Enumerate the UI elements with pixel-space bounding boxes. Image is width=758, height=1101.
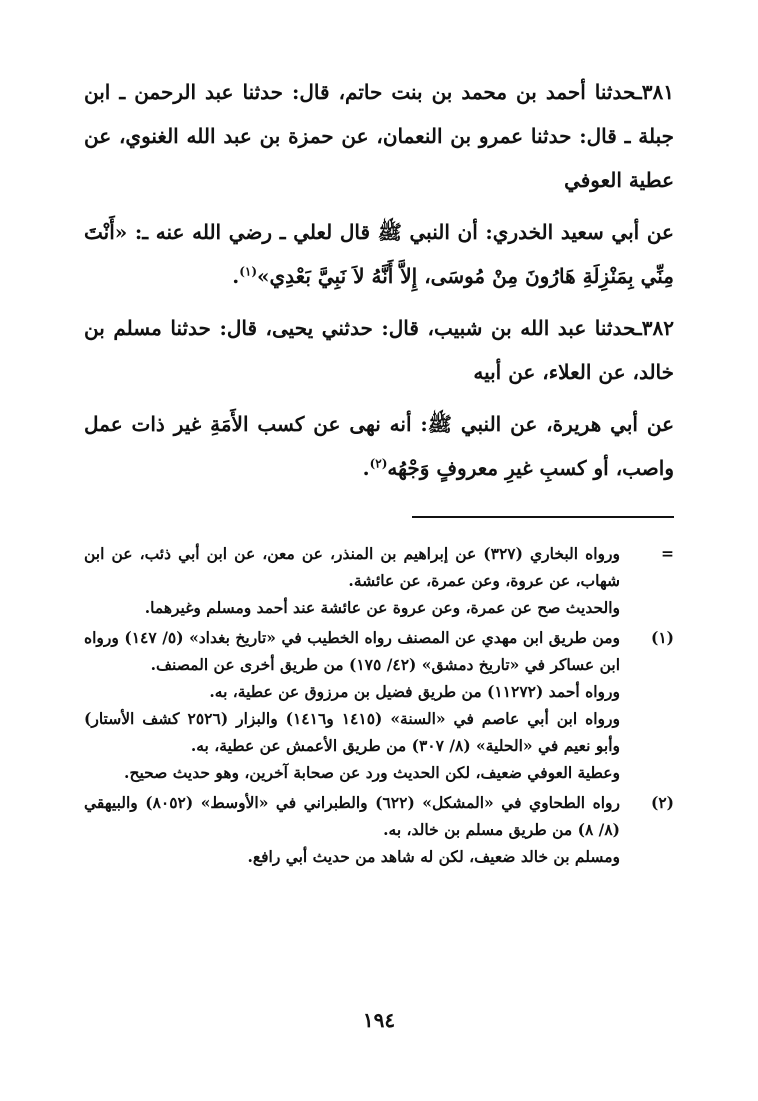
hadith-382-matn	[84, 402, 674, 490]
footnote-line: رواه الطحاوي في «المشكل» (٦٢٢) والطبراني في «الأوسط» (٨٠٥٢) والبيهقي (٨/ ٨) من طريق مسلم بن خالد، به.	[84, 793, 620, 839]
hadith-number: ٣٨٢ـ	[635, 316, 675, 340]
footnote-separator	[412, 516, 674, 518]
hadith-381-matn	[84, 210, 674, 298]
footnote-2	[84, 789, 674, 870]
footnote-line: والحديث صح عن عمرة، وعن عروة عن عائشة عند أحمد ومسلم وغيرهما.	[144, 598, 620, 617]
footnote-line: ومسلم بن خالد ضعيف، لكن له شاهد من حديث أبي رافع.	[247, 847, 620, 866]
matn-intro: عن أبي سعيد الخدري: أن النبي ﷺ قال لعلي ـ رضي الله عنه ـ:	[127, 220, 674, 244]
footnote-marker: (٢)	[650, 793, 674, 812]
footnote-ref: (١)	[239, 264, 258, 279]
footnote-marker: =	[661, 544, 674, 563]
footnote-line: ومن طريق ابن مهدي عن المصنف رواه الخطيب في «تاريخ بغداد» (٥/ ١٤٧) ورواه ابن عساكر في «تاريخ دمشق» (٤٢/ ١٧٥) من طريق أخرى عن المصنف.	[84, 628, 620, 674]
hadith-382-isnad	[84, 306, 674, 394]
matn-quote: أنه نهى عن كسب الأَمَةِ غير ذات عمل واصب، أو كسبِ غيرِ معروفٍ وَجْهُه	[84, 412, 674, 480]
footnotes	[84, 540, 674, 873]
footnote-ref: (٢)	[369, 456, 388, 471]
hadith-number: ٣٨١ـ	[635, 80, 674, 104]
footnote-line: ورواه البخاري (٣٢٧) عن إبراهيم بن المنذر، عن معن، عن ابن أبي ذئب، عن ابن شهاب، عن عروة، وعن عمرة، عن عائشة.	[84, 544, 621, 590]
page-number: ١٩٤	[362, 1008, 396, 1032]
matn-quote: «أَنْتَ مِنِّي بِمَنْزِلَةِ هَارُونَ مِنْ مُوسَى، إِلاَّ أَنَّهُ لاَ نَبِيَّ بَعْدِي»	[84, 220, 674, 288]
footnote-1	[84, 624, 674, 786]
footnote-marker: (١)	[650, 628, 674, 647]
isnad-text: حدثنا أحمد بن محمد بن بنت حاتم، قال: حدثنا عبد الرحمن ـ ابن جبلة ـ قال: حدثنا عمرو بن النعمان، عن حمزة بن عبد الله الغنوي، عن عطية العوفي	[84, 80, 674, 192]
main-text	[84, 70, 674, 498]
footnote-line: وعطية العوفي ضعيف، لكن الحديث ورد عن صحابة آخرين، وهو حديث صحيح.	[124, 763, 620, 782]
footnote-line: ورواه ابن أبي عاصم في «السنة» (١٤١٥ و١٤١٦) والبزار (٢٥٢٦ كشف الأستار) وأبو نعيم في «الحلية» (٨/ ٣٠٧) من طريق الأعمش عن عطية، به.	[84, 709, 620, 755]
isnad-text: حدثنا عبد الله بن شبيب، قال: حدثني يحيى، قال: حدثنا مسلم بن خالد، عن العلاء، عن أبيه	[84, 316, 674, 384]
footnote-continued	[84, 540, 674, 621]
hadith-381-isnad	[84, 70, 674, 202]
matn-end: .	[232, 264, 240, 288]
footnote-line: ورواه أحمد (١١٢٧٢) من طريق فضيل بن مرزوق عن عطية، به.	[209, 682, 620, 701]
matn-end: .	[362, 456, 370, 480]
matn-intro: عن أبي هريرة، عن النبي ﷺ:	[411, 412, 675, 436]
